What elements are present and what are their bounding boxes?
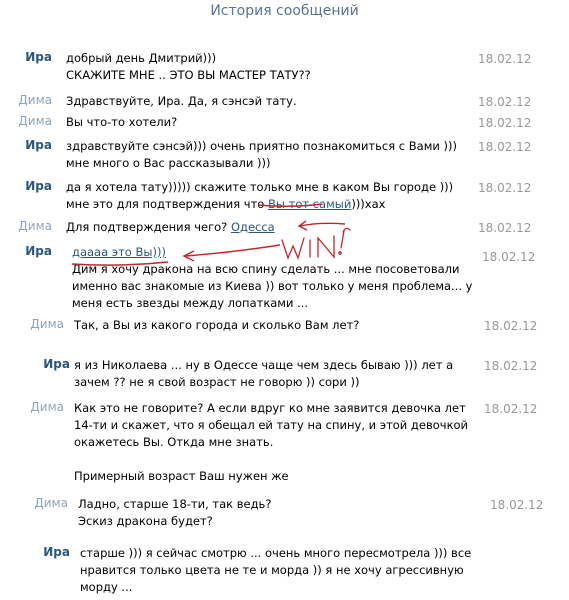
message-author[interactable]: Ира [43, 545, 70, 559]
message-link[interactable]: Вы тот самый [268, 197, 352, 211]
message-link[interactable]: Одесса [230, 220, 275, 234]
message-author[interactable]: Ира [25, 50, 52, 64]
message-text: Вы что-то хотели? [66, 115, 178, 129]
message-text: я из Николаева ... ну в Одессе чаще чем здесь бываю ))) лет а зачем ?? не я свой возраст не говорю )) сори )) [74, 358, 454, 389]
message-author[interactable]: Ира [25, 138, 52, 152]
page-title: История сообщений [210, 3, 359, 19]
message-text [66, 219, 275, 236]
message-date: 18.02.12 [478, 95, 532, 109]
message-text-before: Для подтверждения чего? [66, 220, 231, 234]
message-text: Так, а Вы из какого города и сколько Вам лет? [74, 318, 360, 332]
message-author[interactable]: Дима [30, 317, 64, 331]
message-text: добрый день Дмитрий))) СКАЖИТЕ МНЕ .. ЭТО ВЫ МАСТЕР ТАТУ?? [66, 51, 311, 82]
message-text-after: )))хах [351, 197, 386, 211]
message-date: 18.02.12 [478, 140, 532, 154]
message-text: Как это не говорите? А если вдруг ко мне заявится девочка лет 14-ти и скажет, что я обещал ей тату на спину, и этой девочкой окажетесь Вы. Откда мне знать. Примерный возраст Ваш нужен же [74, 401, 469, 483]
message-author[interactable]: Ира [25, 179, 52, 193]
message-date: 18.02.12 [478, 116, 532, 130]
message-author[interactable]: Дима [34, 496, 68, 510]
message-author[interactable]: Дима [18, 114, 52, 128]
message-date: 18.02.12 [478, 181, 532, 195]
message-date: 18.02.12 [482, 250, 536, 264]
message-date: 18.02.12 [484, 359, 538, 373]
message-author[interactable]: Ира [43, 357, 70, 371]
message-text: Здравствуйте, Ира. Да, я сэнсэй тату. [66, 94, 297, 108]
message-text: старше ))) я сейчас смотрю ... очень много пересмотрела ))) все нравится только цвета не те и морда )) я не хочу агрессивную морду ... [80, 546, 472, 594]
arrow-head [299, 221, 307, 230]
message-text-after: Дим я хочу дракона на всю спину сделать ... мне посоветовали именно вас знакомые из Киева )) вот только у меня проблема... у меня есть звезды между лопатками ... [72, 262, 473, 310]
message-link[interactable]: даааа это Вы))) [72, 245, 166, 259]
message-text: Ладно, старше 18-ти, так ведь? Эскиз дракона будет? [78, 497, 272, 528]
message-author[interactable]: Дима [18, 93, 52, 107]
message-date: 18.02.12 [484, 319, 538, 333]
message-text [66, 179, 453, 213]
message-text: здравствуйте сэнсэй))) очень приятно познакомиться с Вами ))) мне много о Вас рассказывали ))) [66, 139, 457, 170]
message-author[interactable]: Ира [25, 244, 52, 258]
message-date: 18.02.12 [478, 52, 532, 66]
message-date: 18.02.12 [478, 221, 532, 235]
message-text [72, 244, 472, 312]
message-author[interactable]: Дима [18, 219, 52, 233]
message-date: 18.02.12 [490, 498, 544, 512]
message-text-before: да я хотела тату))))) скажите только мне в каком Вы городе ))) мне это для подтверждения что [66, 180, 454, 211]
message-date: 18.02.12 [484, 402, 538, 416]
message-author[interactable]: Дима [30, 400, 64, 414]
arrow-mark [300, 223, 345, 226]
